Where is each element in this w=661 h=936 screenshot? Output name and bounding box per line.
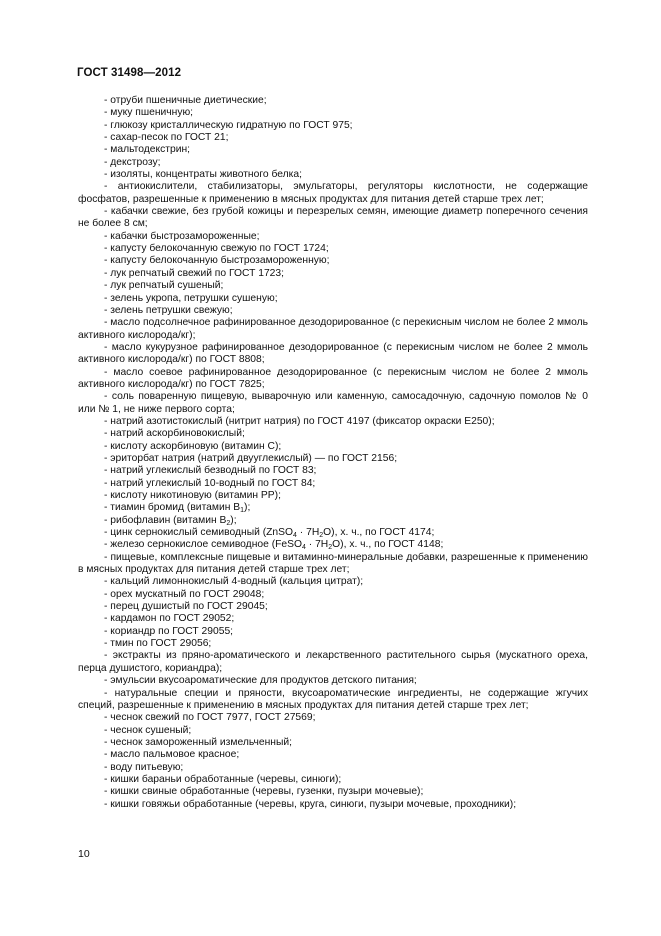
subscript: 2 — [319, 532, 324, 540]
item-text: - тиамин бромид (витамин В — [104, 502, 241, 514]
list-item — [78, 317, 588, 342]
list-item — [78, 144, 588, 156]
item-text: - масло подсолнечное рафинированное дезодорированное (с перекисным числом не более 2 ммоль активного кислорода/кг); — [78, 317, 588, 341]
item-text: - капусту белокочанную быстрозамороженную; — [104, 255, 330, 267]
item-text: - соль поваренную пищевую, выварочную или каменную, самосадочную, садочную помолов № 0 или № 1, не ниже первого сорта; — [78, 391, 588, 415]
list-item — [78, 305, 588, 317]
list-item — [78, 552, 588, 577]
item-text: - натрий углекислый безводный по ГОСТ 83; — [104, 465, 317, 477]
list-item — [78, 601, 588, 613]
item-text: - кабачки свежие, без грубой кожицы и перезрелых семян, имеющие диаметр поперечного сечения не более 8 см; — [78, 206, 588, 230]
item-text: - воду питьевую; — [104, 761, 184, 773]
list-item — [78, 206, 588, 231]
item-text: - чеснок замороженный измельченный; — [104, 736, 292, 748]
item-text: - орех мускатный по ГОСТ 29048; — [104, 588, 265, 600]
list-item — [78, 688, 588, 713]
list-item — [78, 725, 588, 737]
list-item — [78, 465, 588, 477]
item-text: - зелень петрушки свежую; — [104, 304, 233, 316]
subscript: 2 — [328, 544, 333, 552]
item-text: - тмин по ГОСТ 29056; — [104, 638, 212, 650]
item-text: - декстрозу; — [104, 156, 161, 168]
list-item — [78, 95, 588, 107]
item-text: ); — [230, 514, 237, 526]
item-text: - кальций лимоннокислый 4-водный (кальция цитрат); — [104, 576, 364, 588]
subscript: 4 — [293, 532, 297, 540]
item-text: - кишки говяжьи обработанные (черевы, круга, синюги, пузыри мочевые, проходники); — [104, 798, 517, 810]
list-item — [78, 169, 588, 181]
list-item — [78, 157, 588, 169]
list-item — [78, 589, 588, 601]
list-item — [78, 367, 588, 392]
item-text: - рибофлавин (витамин В — [104, 514, 227, 526]
document-body — [78, 95, 588, 811]
item-text: - кислоту никотиновую (витамин РР); — [104, 490, 281, 501]
item-text: - эриторбат натрия (натрий двууглекислый) — по ГОСТ 2156; — [104, 452, 398, 464]
list-item — [78, 515, 588, 527]
item-text: - эмульсии вкусоароматические для продуктов детского питания; — [104, 675, 417, 687]
list-item — [78, 799, 588, 811]
item-text: - натуральные специи и пряности, вкусоароматические ингредиенты, не содержащие жгучих специй, разрешенные к применению в мясных продуктах для питания детей старше трех лет; — [78, 687, 588, 711]
item-text: - лук репчатый свежий по ГОСТ 1723; — [104, 267, 284, 279]
item-text: - муку пшеничную; — [104, 107, 194, 119]
list-item — [78, 675, 588, 687]
list-item — [78, 280, 588, 292]
item-text: - натрий аскорбиновокислый; — [104, 428, 245, 440]
item-text: - кишки свиные обработанные (черевы, гузенки, пузыри мочевые); — [104, 786, 424, 798]
page-number: 10 — [78, 848, 90, 860]
item-text: · 7H — [305, 539, 329, 551]
list-item — [78, 613, 588, 625]
item-text: - кислоту аскорбиновую (витамин С); — [104, 440, 282, 452]
list-item — [78, 576, 588, 588]
item-text: - антиокислители, стабилизаторы, эмульгаторы, регуляторы кислотности, не содержащие фосфатов, разрешенные к применению в мясных продуктах для питания детей старше трех лет; — [78, 181, 588, 205]
list-item — [78, 650, 588, 675]
item-text: - кориандр по ГОСТ 29055; — [104, 625, 234, 637]
list-item — [78, 453, 588, 465]
item-text: - кабачки быстрозамороженные; — [104, 230, 260, 242]
item-text: O), х. ч., по ГОСТ 4174; — [323, 527, 435, 539]
list-item — [78, 478, 588, 490]
item-text: - мальтодекстрин; — [104, 144, 191, 156]
list-item — [78, 243, 588, 255]
subscript: 1 — [240, 507, 245, 515]
list-item — [78, 268, 588, 280]
list-item — [78, 255, 588, 267]
list-item — [78, 441, 588, 453]
item-text: - лук репчатый сушеный; — [104, 280, 224, 292]
list-item — [78, 762, 588, 774]
document-header: ГОСТ 31498—2012 — [77, 67, 182, 79]
item-text: - цинк сернокислый семиводный (ZnSO — [104, 527, 294, 539]
list-item — [78, 774, 588, 786]
list-item — [78, 416, 588, 428]
item-text: - экстракты из пряно-ароматического и лекарственного растительного сырья (мускатного ореха, перца душистого, кориандра); — [78, 650, 588, 674]
item-text: - глюкозу кристаллическую гидратную по ГОСТ 975; — [104, 119, 353, 131]
item-text: - масло соевое рафинированное дезодорированное (с перекисным числом не более 2 ммоль активного кислорода/кг) по ГОСТ 7825; — [78, 366, 588, 390]
item-text: O), х. ч., по ГОСТ 4148; — [332, 539, 444, 551]
list-item — [78, 231, 588, 243]
list-item — [78, 181, 588, 206]
item-text: - изоляты, концентраты животного белка; — [104, 169, 302, 181]
item-text: - железо сернокислое семиводное (FeSO — [104, 539, 303, 551]
subscript: 4 — [302, 544, 306, 552]
item-text: · 7H — [296, 527, 320, 539]
list-item — [78, 342, 588, 367]
list-item — [78, 712, 588, 724]
item-text: - пищевые, комплексные пищевые и витаминно-минеральные добавки, разрешенные к применению в мясных продуктах для питания детей старше трех лет; — [78, 551, 588, 576]
item-text: - масло пальмовое красное; — [104, 749, 240, 761]
list-item — [78, 132, 588, 144]
list-item — [78, 626, 588, 638]
item-text: - отруби пшеничные диетические; — [104, 95, 267, 106]
list-item — [78, 638, 588, 650]
item-text: - кардамон по ГОСТ 29052; — [104, 613, 235, 625]
list-item — [78, 293, 588, 305]
item-text: - чеснок свежий по ГОСТ 7977, ГОСТ 27569; — [104, 712, 316, 724]
list-item — [78, 120, 588, 132]
item-text: - масло кукурузное рафинированное дезодорированное (с перекисным числом не более 2 ммоль активного кислорода/кг) по ГОСТ 8808; — [78, 341, 588, 366]
list-item — [78, 737, 588, 749]
item-text: - перец душистый по ГОСТ 29045; — [104, 601, 268, 613]
item-text: - натрий азотистокислый (нитрит натрия) по ГОСТ 4197 (фиксатор окраски Е250); — [104, 415, 495, 427]
list-item — [78, 490, 588, 502]
item-text: ); — [244, 502, 251, 514]
item-text: - кишки бараньи обработанные (черевы, синюги); — [104, 773, 342, 785]
item-text: - сахар-песок по ГОСТ 21; — [104, 132, 229, 144]
subscript: 2 — [226, 519, 231, 527]
item-text: - капусту белокочанную свежую по ГОСТ 1724; — [104, 243, 329, 255]
list-item — [78, 428, 588, 440]
list-item — [78, 786, 588, 798]
list-item — [78, 539, 588, 551]
item-text: - натрий углекислый 10-водный по ГОСТ 84; — [104, 477, 316, 489]
item-text: - зелень укропа, петрушки сушеную; — [104, 292, 278, 304]
list-item — [78, 527, 588, 539]
list-item — [78, 391, 588, 416]
list-item — [78, 502, 588, 514]
list-item — [78, 749, 588, 761]
list-item — [78, 107, 588, 119]
item-text: - чеснок сушеный; — [104, 724, 192, 736]
